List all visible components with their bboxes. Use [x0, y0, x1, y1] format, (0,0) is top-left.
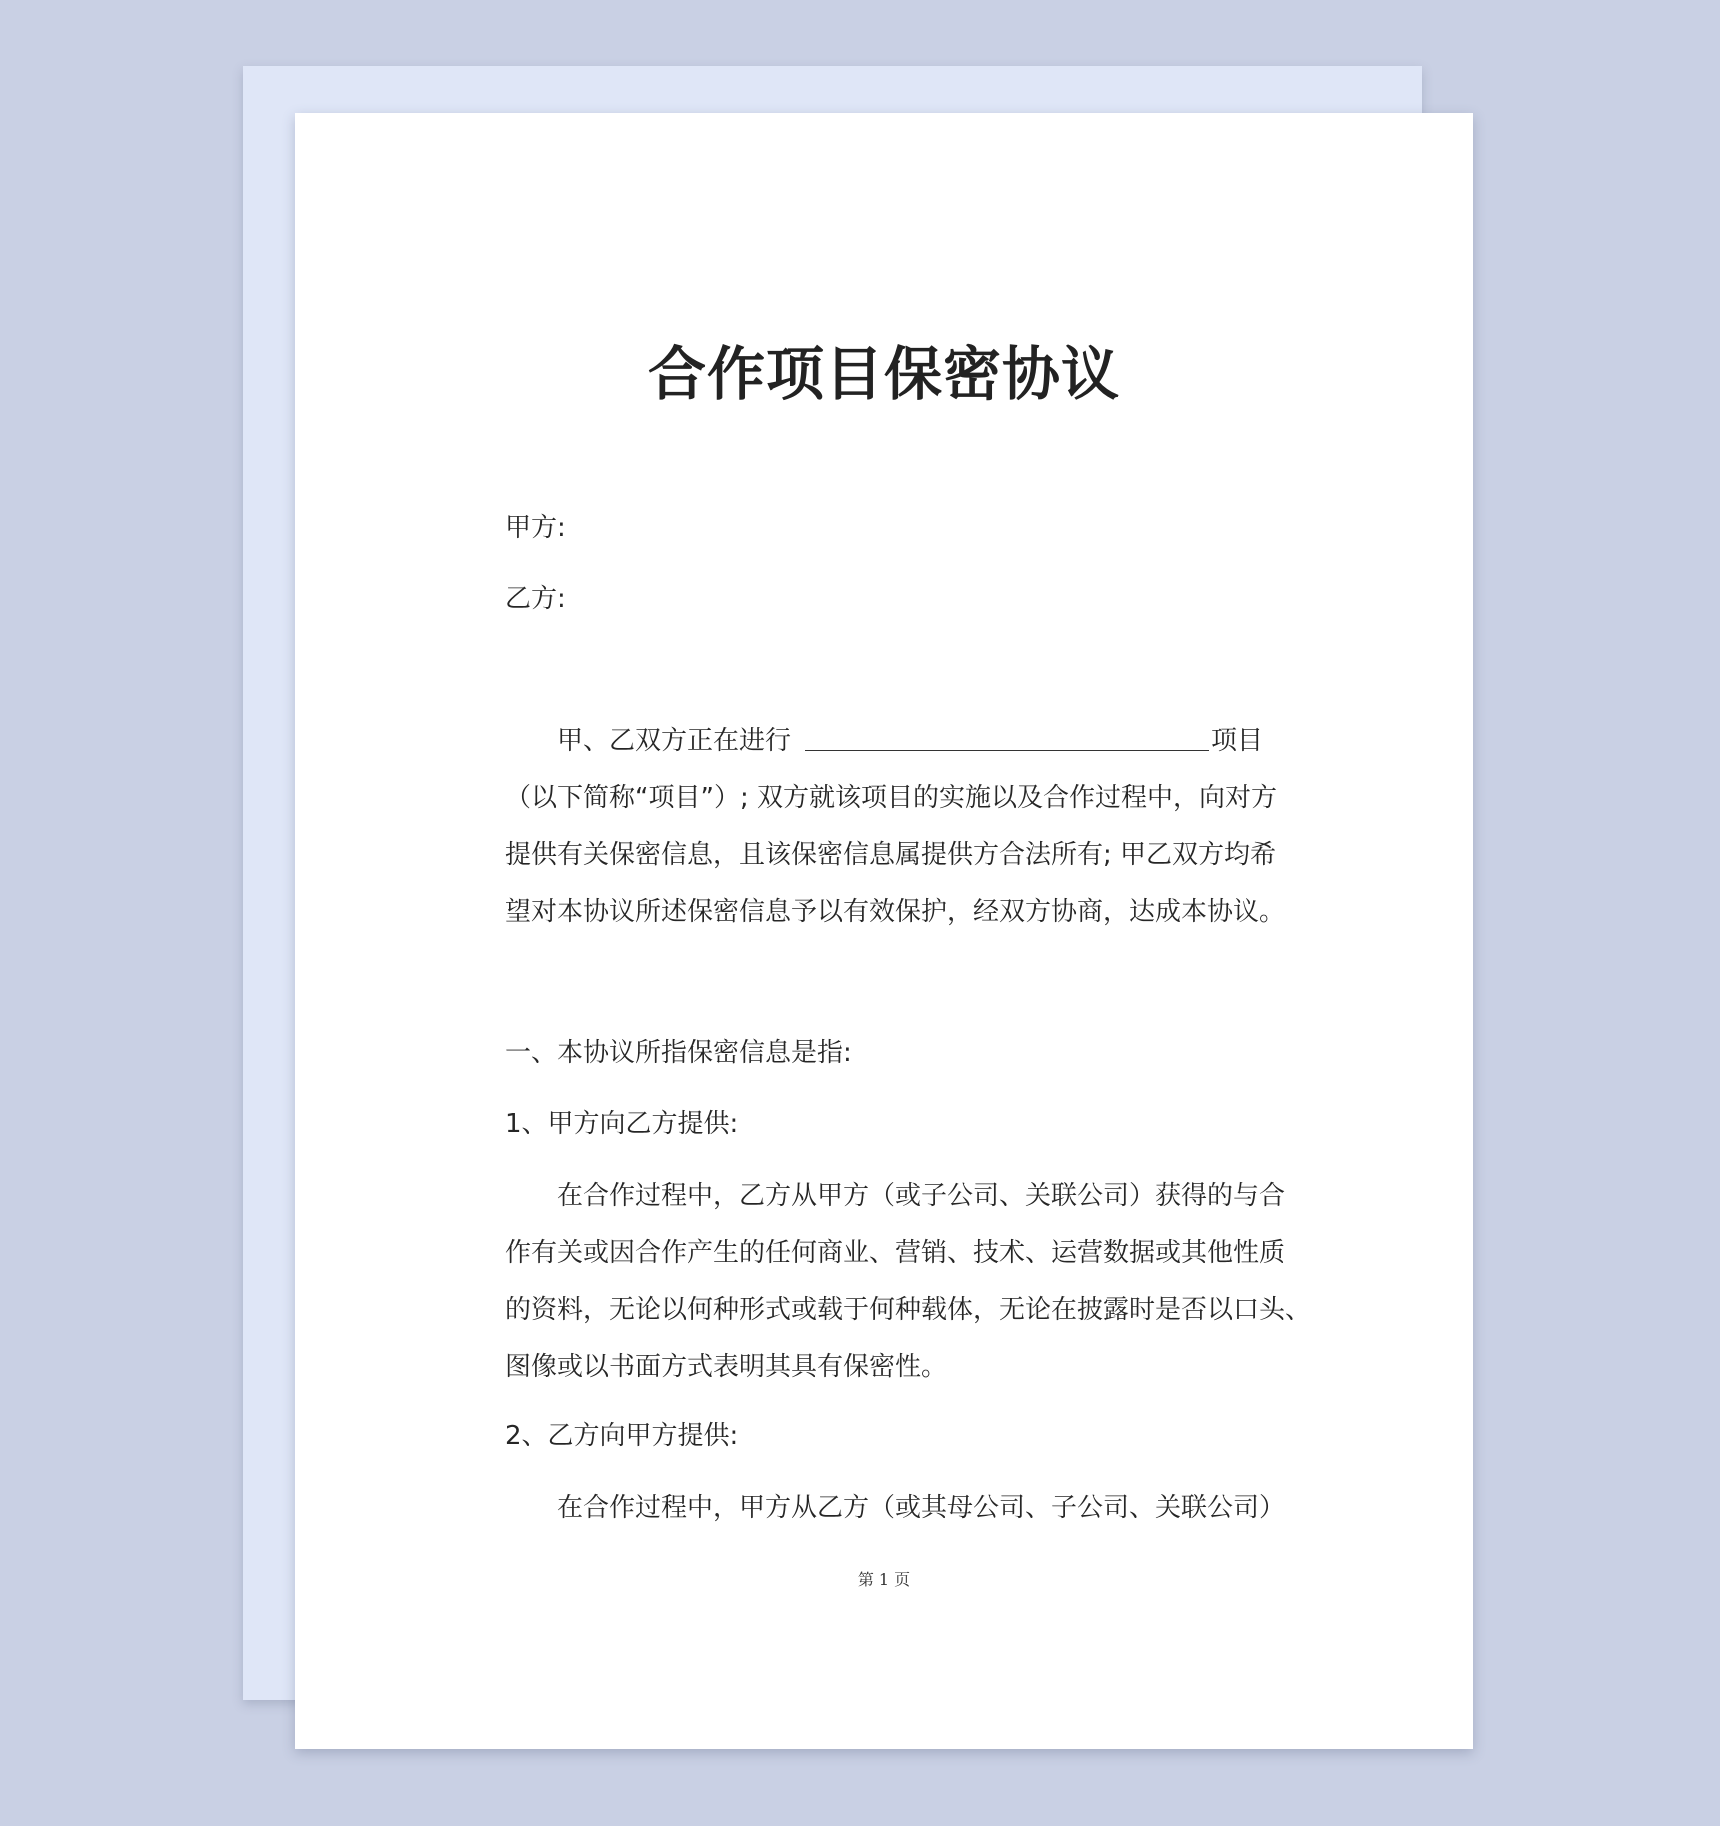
item-1-heading: 1、甲方向乙方提供: [505, 1109, 739, 1139]
item-1-line-1: 在合作过程中，乙方从甲方（或子公司、关联公司）获得的与合 [557, 1181, 1286, 1211]
intro-line-1-prefix: 甲、乙双方正在进行 [557, 726, 792, 756]
item-1-line-2: 作有关或因合作产生的任何商业、营销、技术、运营数据或其他性质 [505, 1238, 1286, 1268]
intro-line-1 [505, 713, 1265, 770]
intro-line-3: 提供有关保密信息，且该保密信息属提供方合法所有; 甲乙双方均希 [505, 840, 1277, 870]
intro-line-4: 望对本协议所述保密信息予以有效保护，经双方协商，达成本协议。 [505, 897, 1286, 927]
document-title: 合作项目保密协议 [647, 340, 1120, 408]
intro-line-1-suffix: 项目 [1211, 726, 1264, 756]
item-2-line-1: 在合作过程中，甲方从乙方（或其母公司、子公司、关联公司） [557, 1493, 1286, 1523]
item-1-body [505, 1168, 1312, 1396]
project-name-blank [805, 720, 1209, 751]
party-a-label: 甲方: [505, 513, 566, 543]
section-1-heading: 一、本协议所指保密信息是指: [505, 1038, 852, 1068]
party-b-label: 乙方: [505, 584, 566, 614]
item-2-body [505, 1480, 1286, 1537]
item-2-heading: 2、乙方向甲方提供: [505, 1421, 739, 1451]
intro-line-2: （以下简称“项目”）; 双方就该项目的实施以及合作过程中，向对方 [505, 783, 1277, 813]
item-1-line-4: 图像或以书面方式表明其具有保密性。 [505, 1352, 948, 1382]
item-1-line-3: 的资料，无论以何种形式或载于何种载体，无论在披露时是否以口头、 [505, 1295, 1312, 1325]
document-page [295, 113, 1473, 1749]
intro-paragraph [505, 713, 1286, 941]
page-number: 第 1 页 [857, 1570, 911, 1589]
